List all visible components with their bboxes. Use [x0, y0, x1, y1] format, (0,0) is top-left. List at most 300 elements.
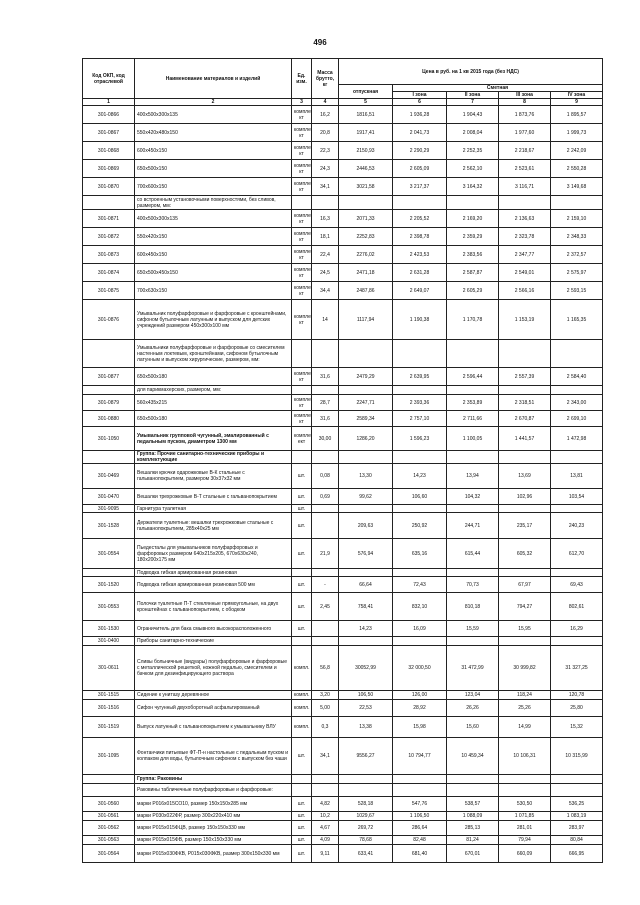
row-mass: 21,9	[312, 539, 339, 569]
row-price-zone3: 1 071,85	[499, 812, 551, 821]
row-name: Умывальники полуфарфоровые и фарфоровые со смесителем настенным локтевым, кронштейнами, сифоном бутылочным латунным и выпуском хирургические, размером, мм:	[135, 340, 292, 368]
row-name: 400x500x300x135	[135, 210, 292, 228]
table-row	[83, 845, 603, 863]
row-mass: -	[312, 577, 339, 593]
row-price-zone1: 2 757,10	[393, 411, 447, 427]
row-mass: 5,00	[312, 700, 339, 717]
row-price-zone4: 80,84	[551, 836, 603, 845]
row-price-release	[339, 386, 393, 395]
row-price-zone2: 2 711,66	[447, 411, 499, 427]
row-unit: компле кт	[292, 124, 312, 142]
row-price-zone4: 2 584,40	[551, 368, 603, 386]
row-price-zone3	[499, 637, 551, 646]
row-unit: компле ект	[292, 427, 312, 451]
row-name: 600x450x150	[135, 142, 292, 160]
row-name: Пьедесталы для умывальников полуфарфоровых и фарфоровых размером 640x215x205, 670x630x240, 180x200x175 мм	[135, 539, 292, 569]
row-code	[83, 340, 135, 368]
row-price-zone4: 612,70	[551, 539, 603, 569]
row-price-release: 2479,29	[339, 368, 393, 386]
row-mass: 31,6	[312, 411, 339, 427]
row-mass: 31,6	[312, 368, 339, 386]
row-price-release: 1286,20	[339, 427, 393, 451]
row-price-zone1: 2 605,09	[393, 160, 447, 178]
row-unit: компле кт	[292, 395, 312, 411]
row-price-release: 2589,34	[339, 411, 393, 427]
row-price-release: 1917,41	[339, 124, 393, 142]
table-row	[83, 691, 603, 700]
table-row	[83, 160, 603, 178]
row-unit: шт.	[292, 593, 312, 621]
row-price-release: 2487,86	[339, 282, 393, 300]
row-price-zone1: 28,92	[393, 700, 447, 717]
row-price-release: 209,63	[339, 513, 393, 539]
row-price-zone2: 15,59	[447, 621, 499, 637]
row-price-zone3	[499, 386, 551, 395]
row-price-zone4	[551, 775, 603, 784]
col-number: 4	[312, 99, 339, 106]
row-code: 301-0874	[83, 264, 135, 282]
row-name: Умывальник групповой чугунный, эмалированный с педальным пуском, диаметром 1300 мм	[135, 427, 292, 451]
row-price-release: 66,64	[339, 577, 393, 593]
row-code: 301-0866	[83, 106, 135, 124]
row-code: 301-1528	[83, 513, 135, 539]
row-price-zone2: 1 170,78	[447, 300, 499, 340]
row-price-zone2: 2 587,87	[447, 264, 499, 282]
row-price-zone4: 802,61	[551, 593, 603, 621]
table-row	[83, 836, 603, 845]
row-price-zone2: 2 359,29	[447, 228, 499, 246]
row-price-zone1: 2 205,52	[393, 210, 447, 228]
row-name: Фонтанчики питьевые ФТ-П-н настольные с педальным пуском и колпаком для воды, бутылочным сифоном с выпуском без чаши	[135, 738, 292, 775]
table-row	[83, 106, 603, 124]
table-row	[83, 700, 603, 717]
row-price-zone3: 1 153,19	[499, 300, 551, 340]
row-code: 301-0563	[83, 836, 135, 845]
row-name: 560x435x215	[135, 395, 292, 411]
row-price-zone1: 2 398,78	[393, 228, 447, 246]
column-number-row	[83, 99, 603, 106]
row-price-release: 13,38	[339, 717, 393, 738]
row-price-zone1: 547,76	[393, 797, 447, 812]
row-mass: 4,82	[312, 797, 339, 812]
row-name: Выпуск латунный с гальванопокрытием к умывальнику ВЛУ	[135, 717, 292, 738]
table-row	[83, 539, 603, 569]
row-mass	[312, 621, 339, 637]
row-code: 301-9095	[83, 505, 135, 513]
row-unit: шт.	[292, 797, 312, 812]
row-price-zone1	[393, 386, 447, 395]
row-mass: 3,20	[312, 691, 339, 700]
row-price-zone1: 286,64	[393, 821, 447, 836]
col-number: 5	[339, 99, 393, 106]
row-code: 301-0871	[83, 210, 135, 228]
row-name: марки Р016x015СО10, размер 150x150x285 мм	[135, 797, 292, 812]
row-unit: шт.	[292, 845, 312, 863]
row-code: 301-1050	[83, 427, 135, 451]
row-unit: компле кт	[292, 228, 312, 246]
row-price-zone2: 13,94	[447, 464, 499, 489]
row-code: 301-0877	[83, 368, 135, 386]
row-price-zone4: 13,81	[551, 464, 603, 489]
row-price-zone3: 2 347,77	[499, 246, 551, 264]
row-price-zone3: 2 323,78	[499, 228, 551, 246]
row-price-zone2: 81,24	[447, 836, 499, 845]
table-row	[83, 178, 603, 196]
row-code: 301-0867	[83, 124, 135, 142]
table-row	[83, 427, 603, 451]
table-row	[83, 637, 603, 646]
table-row	[83, 717, 603, 738]
row-price-zone4	[551, 451, 603, 464]
row-mass: 30,00	[312, 427, 339, 451]
row-price-release: 2247,71	[339, 395, 393, 411]
row-code: 301-0879	[83, 395, 135, 411]
row-name: для парикмахерских, размером, мм:	[135, 386, 292, 395]
header-code: Код ОКП, код отраслевой	[83, 59, 135, 99]
row-code: 301-0400	[83, 637, 135, 646]
row-price-zone4: 2 550,28	[551, 160, 603, 178]
row-price-release	[339, 505, 393, 513]
row-price-zone3	[499, 569, 551, 577]
row-price-zone3	[499, 451, 551, 464]
table-row	[83, 228, 603, 246]
row-name: со встроенным установочными поверхностями, без сливов, размером, мм:	[135, 196, 292, 210]
table-row	[83, 513, 603, 539]
col-number: 8	[499, 99, 551, 106]
row-code: 301-0870	[83, 178, 135, 196]
row-name: Гарнитура туалетная	[135, 505, 292, 513]
row-name: марки Р015x015ФЦВ, размер 150x150x330 мм	[135, 821, 292, 836]
row-price-zone4: 1 472,98	[551, 427, 603, 451]
row-price-zone4: 3 149,68	[551, 178, 603, 196]
row-price-zone1: 3 217,37	[393, 178, 447, 196]
row-price-zone2: 538,57	[447, 797, 499, 812]
row-price-zone3: 3 116,71	[499, 178, 551, 196]
row-code: 301-1530	[83, 621, 135, 637]
row-unit	[292, 340, 312, 368]
header-unit: Ед. изм.	[292, 59, 312, 99]
row-price-zone1: 14,23	[393, 464, 447, 489]
row-price-zone3: 118,24	[499, 691, 551, 700]
table-row	[83, 196, 603, 210]
row-price-zone4: 2 372,57	[551, 246, 603, 264]
row-unit: компле кт	[292, 282, 312, 300]
table-row	[83, 621, 603, 637]
row-unit	[292, 569, 312, 577]
table-row	[83, 411, 603, 427]
page-number: 496	[313, 38, 327, 47]
row-mass	[312, 451, 339, 464]
row-name: Приборы санитарно-технические	[135, 637, 292, 646]
row-unit: компл.	[292, 717, 312, 738]
row-mass: 9,11	[312, 845, 339, 863]
row-price-zone4: 31 327,25	[551, 646, 603, 691]
row-price-release: 99,62	[339, 489, 393, 505]
row-price-zone2: 2 008,04	[447, 124, 499, 142]
row-price-zone3: 1 441,57	[499, 427, 551, 451]
header-zone4: IV зона	[551, 92, 603, 99]
row-price-zone3: 794,27	[499, 593, 551, 621]
row-price-zone4: 25,80	[551, 700, 603, 717]
row-price-zone1: 1 190,38	[393, 300, 447, 340]
row-price-zone3: 530,50	[499, 797, 551, 812]
row-code	[83, 196, 135, 210]
row-price-zone3: 2 557,39	[499, 368, 551, 386]
row-price-zone2: 26,26	[447, 700, 499, 717]
row-price-zone2: 3 164,32	[447, 178, 499, 196]
row-name: 700x600x150	[135, 178, 292, 196]
row-price-zone1	[393, 775, 447, 784]
row-price-zone3: 102,96	[499, 489, 551, 505]
table-row	[83, 124, 603, 142]
row-mass: 16,2	[312, 106, 339, 124]
row-name: 550x420x150	[135, 228, 292, 246]
row-code: 301-1516	[83, 700, 135, 717]
row-unit: компле кт	[292, 264, 312, 282]
row-price-release	[339, 340, 393, 368]
row-price-zone1	[393, 637, 447, 646]
row-price-zone2: 2 596,44	[447, 368, 499, 386]
row-price-zone4: 2 343,00	[551, 395, 603, 411]
row-name: Ограничитель для бака смывного высокорасположенного	[135, 621, 292, 637]
row-name: Подводка гибкая армированная резиновая 500 мм	[135, 577, 292, 593]
header-mass: Масса брутто, кг	[312, 59, 339, 99]
row-price-zone1: 2 631,28	[393, 264, 447, 282]
row-price-zone4	[551, 196, 603, 210]
row-name: Сидение к унитазу деревянное	[135, 691, 292, 700]
row-name: 650x500x180	[135, 368, 292, 386]
row-price-release: 2150,93	[339, 142, 393, 160]
row-price-release: 1816,51	[339, 106, 393, 124]
row-mass	[312, 340, 339, 368]
row-name: Сифон чугунный двухоборотный асфальтированный	[135, 700, 292, 717]
row-price-zone2: 104,32	[447, 489, 499, 505]
row-price-zone4: 1 999,73	[551, 124, 603, 142]
row-unit	[292, 784, 312, 797]
row-price-zone3: 13,69	[499, 464, 551, 489]
row-code: 301-1519	[83, 717, 135, 738]
table-row	[83, 821, 603, 836]
table-row	[83, 386, 603, 395]
table-row	[83, 340, 603, 368]
row-price-zone1	[393, 569, 447, 577]
row-price-zone1: 2 649,07	[393, 282, 447, 300]
row-price-zone1: 2 393,36	[393, 395, 447, 411]
row-price-zone4	[551, 637, 603, 646]
row-price-zone2	[447, 775, 499, 784]
row-price-release: 106,50	[339, 691, 393, 700]
row-price-release: 528,18	[339, 797, 393, 812]
row-price-zone1	[393, 451, 447, 464]
table-row	[83, 246, 603, 264]
row-price-zone2: 1 088,09	[447, 812, 499, 821]
row-mass	[312, 513, 339, 539]
table-row	[83, 577, 603, 593]
row-name: Раковины табличечные полуфарфоровые и фарфоровые:	[135, 784, 292, 797]
row-price-zone1: 681,40	[393, 845, 447, 863]
row-code: 301-0869	[83, 160, 135, 178]
col-number: 6	[393, 99, 447, 106]
row-unit: шт.	[292, 513, 312, 539]
row-price-zone2	[447, 451, 499, 464]
row-price-zone4: 283,97	[551, 821, 603, 836]
row-price-zone1: 16,09	[393, 621, 447, 637]
row-price-zone2	[447, 386, 499, 395]
row-price-release	[339, 569, 393, 577]
row-price-release	[339, 637, 393, 646]
row-name: Группа: Прочие санитарно-технические приборы и комплектующие	[135, 451, 292, 464]
row-price-release: 22,53	[339, 700, 393, 717]
row-unit: компле кт	[292, 210, 312, 228]
col-number: 7	[447, 99, 499, 106]
table-row	[83, 784, 603, 797]
row-price-zone4: 2 348,33	[551, 228, 603, 246]
row-price-release: 758,41	[339, 593, 393, 621]
row-price-zone2: 2 252,35	[447, 142, 499, 160]
row-price-release: 30052,99	[339, 646, 393, 691]
row-price-zone2: 31 472,99	[447, 646, 499, 691]
row-unit: шт.	[292, 464, 312, 489]
row-price-release: 13,30	[339, 464, 393, 489]
row-price-release	[339, 451, 393, 464]
row-price-release: 3021,58	[339, 178, 393, 196]
row-name: Группа: Раковины	[135, 775, 292, 784]
row-price-zone2: 15,60	[447, 717, 499, 738]
row-price-zone2: 1 100,05	[447, 427, 499, 451]
row-name: Вешалки крючки одарожковые В-К стальные с гальванопокрытием, размером 30x37x32 мм	[135, 464, 292, 489]
row-price-release: 269,72	[339, 821, 393, 836]
row-name: Держатели туалетные: вешалки трехрожковые стальные с гальванопокрытием, 285x40x25 мм	[135, 513, 292, 539]
row-mass: 20,8	[312, 124, 339, 142]
row-mass: 4,67	[312, 821, 339, 836]
row-unit: компле кт	[292, 300, 312, 340]
row-price-zone1: 1 596,23	[393, 427, 447, 451]
row-code: 301-0873	[83, 246, 135, 264]
row-price-release: 78,68	[339, 836, 393, 845]
row-unit: шт.	[292, 836, 312, 845]
row-price-zone3: 15,95	[499, 621, 551, 637]
table-row	[83, 210, 603, 228]
row-price-zone3: 2 136,63	[499, 210, 551, 228]
row-mass	[312, 505, 339, 513]
row-price-zone1: 1 106,50	[393, 812, 447, 821]
row-unit: компле кт	[292, 368, 312, 386]
row-price-zone2: 615,44	[447, 539, 499, 569]
row-price-zone4: 69,43	[551, 577, 603, 593]
row-unit: шт.	[292, 812, 312, 821]
row-price-zone1: 72,43	[393, 577, 447, 593]
row-code: 301-0553	[83, 593, 135, 621]
table-row	[83, 282, 603, 300]
row-price-zone1: 10 794,77	[393, 738, 447, 775]
row-price-zone4: 120,78	[551, 691, 603, 700]
header-price-group: Цена в руб. на 1 кв 2015 года (без НДС)	[339, 59, 603, 85]
row-price-zone4	[551, 340, 603, 368]
row-unit: шт.	[292, 821, 312, 836]
row-price-release: 576,94	[339, 539, 393, 569]
row-unit: компле кт	[292, 160, 312, 178]
row-price-zone4: 666,95	[551, 845, 603, 863]
row-price-release: 2276,02	[339, 246, 393, 264]
row-unit	[292, 386, 312, 395]
row-mass: 2,45	[312, 593, 339, 621]
row-price-zone4: 2 242,09	[551, 142, 603, 160]
row-mass: 22,4	[312, 246, 339, 264]
row-code: 301-0876	[83, 300, 135, 340]
row-price-release	[339, 775, 393, 784]
header-estimate: Сметная	[393, 85, 603, 92]
row-price-zone3: 281,01	[499, 821, 551, 836]
table-row	[83, 797, 603, 812]
row-unit: компле кт	[292, 411, 312, 427]
row-price-zone2	[447, 637, 499, 646]
table-row	[83, 593, 603, 621]
row-price-zone3: 2 549,01	[499, 264, 551, 282]
price-table	[82, 58, 603, 863]
row-name: Умывальник полуфарфоровые и фарфоровые с кронштейнами, сифоном бутылочным латунным и выпуском для детских учреждений размером 450x300x100 мм	[135, 300, 292, 340]
row-price-zone1: 635,16	[393, 539, 447, 569]
row-price-zone3: 1 873,76	[499, 106, 551, 124]
row-price-zone2	[447, 569, 499, 577]
row-mass: 10,2	[312, 812, 339, 821]
row-price-release: 1117,94	[339, 300, 393, 340]
row-price-zone3: 2 523,61	[499, 160, 551, 178]
row-name: 650x500x180	[135, 411, 292, 427]
row-mass: 4,09	[312, 836, 339, 845]
header-zone2: II зона	[447, 92, 499, 99]
table-row	[83, 738, 603, 775]
row-name: 700x630x150	[135, 282, 292, 300]
row-unit: компле кт	[292, 178, 312, 196]
row-mass	[312, 196, 339, 210]
row-price-zone2: 285,13	[447, 821, 499, 836]
row-price-zone2: 2 605,29	[447, 282, 499, 300]
row-code: 301-0875	[83, 282, 135, 300]
table-row	[83, 368, 603, 386]
row-mass: 18,1	[312, 228, 339, 246]
row-price-release	[339, 196, 393, 210]
row-price-release: 2471,18	[339, 264, 393, 282]
row-price-zone3	[499, 340, 551, 368]
row-price-zone1: 82,48	[393, 836, 447, 845]
row-name: 650x500x450x150	[135, 264, 292, 282]
row-name: Полочки туалетные П-Т стеклянные прямоугольные, на двух кронштейнах с гальванопокрытием, с ободком	[135, 593, 292, 621]
row-code: 301-0564	[83, 845, 135, 863]
row-name: 600x450x150	[135, 246, 292, 264]
table-row	[83, 451, 603, 464]
row-unit: шт.	[292, 489, 312, 505]
row-name: Сливы больничные (видуары) полуфарфоровые и фарфоровые с металлической решеткой, ножной педалью, смесителем и бачком для дезинфицирующего раствора	[135, 646, 292, 691]
row-mass: 16,3	[312, 210, 339, 228]
row-unit	[292, 775, 312, 784]
row-price-zone1: 1 936,28	[393, 106, 447, 124]
row-mass: 22,3	[312, 142, 339, 160]
row-price-zone3	[499, 505, 551, 513]
row-price-zone4: 1 895,57	[551, 106, 603, 124]
row-code: 301-0560	[83, 797, 135, 812]
table-row	[83, 812, 603, 821]
row-price-release	[339, 784, 393, 797]
row-code: 301-1520	[83, 577, 135, 593]
row-price-zone2	[447, 784, 499, 797]
row-mass: 56,8	[312, 646, 339, 691]
row-price-zone2: 670,01	[447, 845, 499, 863]
row-code	[83, 451, 135, 464]
row-mass: 34,1	[312, 738, 339, 775]
row-price-zone1: 32 000,50	[393, 646, 447, 691]
row-price-zone1	[393, 340, 447, 368]
row-price-release: 633,41	[339, 845, 393, 863]
